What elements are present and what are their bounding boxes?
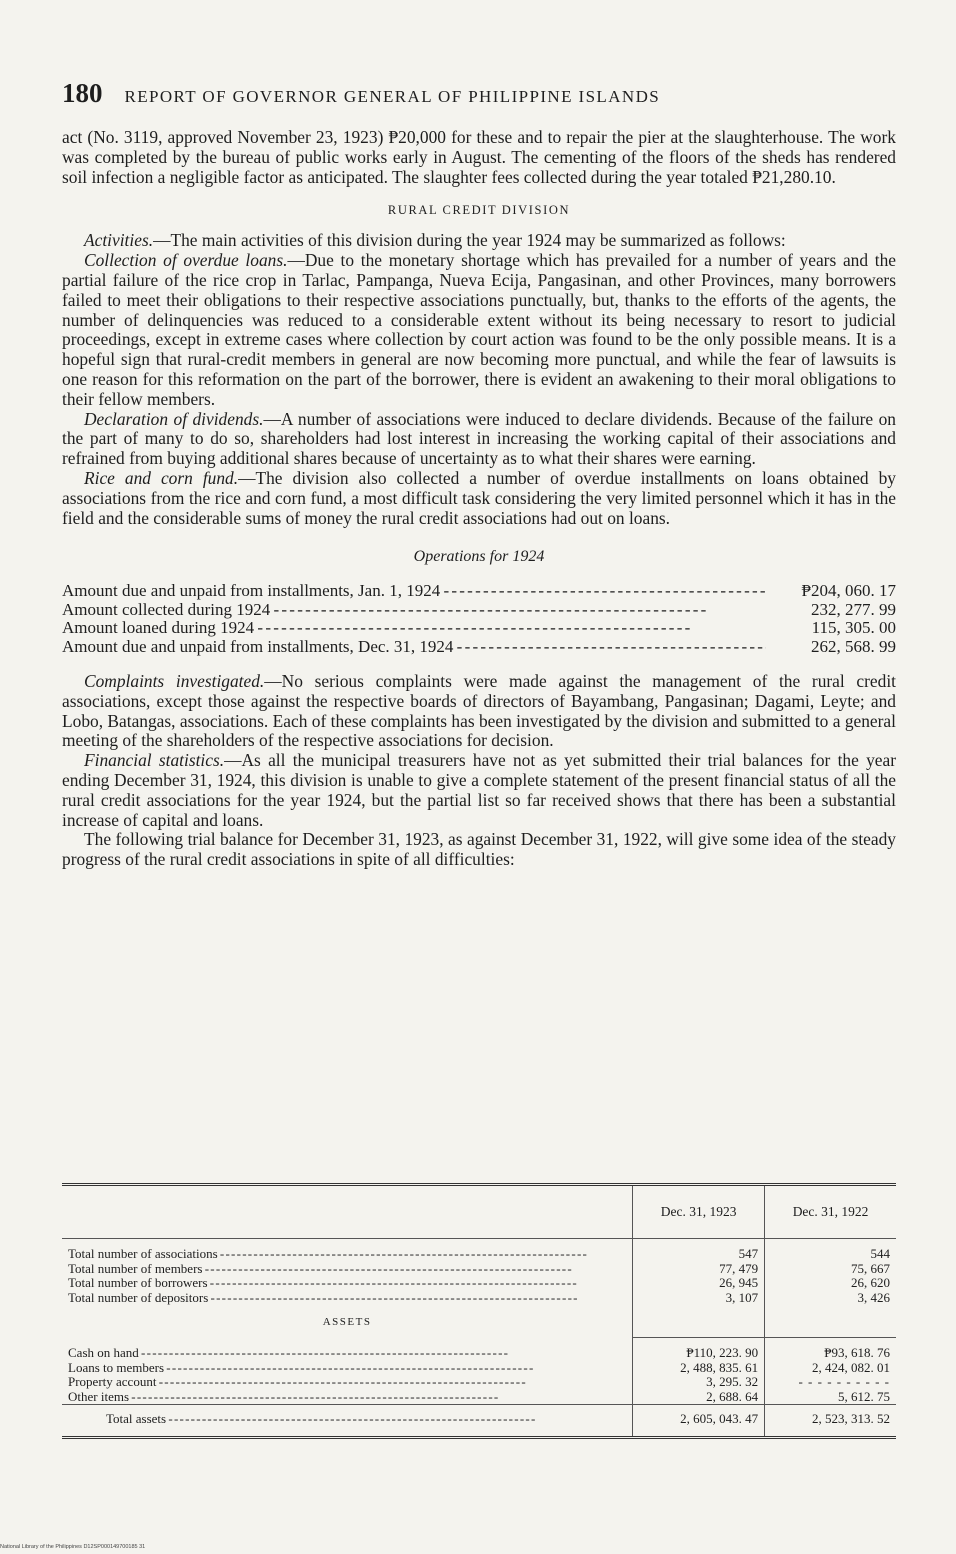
scan-footer: National Library of the Philippines D12SP000149700185 31 <box>0 1544 146 1550</box>
row-label: Total number of depositors - - - <box>62 1291 633 1306</box>
operations-value: 262, 568. 99 <box>811 636 896 656</box>
cell-value: 3, 295. 32 <box>633 1375 765 1390</box>
paragraph-lead: Activities. <box>84 230 154 251</box>
operations-label: Amount due and unpaid from installments, Jan. 1, 1924 - - - <box>62 582 766 600</box>
table-header-row <box>62 1185 896 1239</box>
table-row <box>62 1361 896 1376</box>
paragraph-activities <box>62 231 896 251</box>
operations-value: 232, 277. 99 <box>811 599 896 619</box>
cell-value: 3, 107 <box>633 1291 765 1306</box>
paragraph-complaints <box>62 672 896 751</box>
running-title: REPORT OF GOVERNOR GENERAL OF PHILIPPINE ISLANDS <box>124 87 661 106</box>
operations-title: Operations for 1924 <box>413 548 545 566</box>
cell-value: 77, 479 <box>633 1262 765 1277</box>
paragraph-financial <box>62 751 896 830</box>
section-heading: RURAL CREDIT DIVISION <box>387 203 571 218</box>
paragraph-text: —The division also collected a number of overdue installments on loans obtained by associations from the rice and corn fund, a most difficult task considering the very limited personnel which it has in the field and the considerable sums of money the rural credit associations had out on loans. <box>62 467 896 528</box>
paragraph-dividends <box>62 410 896 469</box>
operations-row <box>62 582 896 600</box>
intro-paragraph: act (No. 3119, approved November 23, 1923) ₱20,000 for these and to repair the pier at the slaughterhouse. The work was completed by the bureau of public works early in August. The cementing of the floors of the sheds has rendered soil infection a negligible factor as anticipated. The slaughter fees collected during the year totaled ₱21,280.10. <box>62 127 896 187</box>
cell-value: 544 <box>765 1247 896 1262</box>
paragraph-text: —A number of associations were induced to declare dividends. Because of the failure on the part of many to do so, shareholders had lost interest in increasing the working capital of their associations and refrained from buying additional shares because of uncertainty as to what their shares were earning. <box>62 408 896 469</box>
operations-label: Amount due and unpaid from installments, Dec. 31, 1924 - - - <box>62 638 766 656</box>
operations-value: ₱204, 060. 17 <box>801 581 896 601</box>
column-header: Dec. 31, 1923 <box>633 1185 765 1239</box>
operations-table <box>62 582 896 656</box>
operations-label: Amount loaned during 1924 - - - <box>62 619 766 637</box>
column-header: Dec. 31, 1922 <box>765 1185 896 1239</box>
paragraph-text: —No serious complaints were made against the management of the rural credit associations, except those against the respective boards of directors of Bayambang, Pangasinan; Dagami, Leyte; and Lobo, Batangas, associations. Each of these complaints has been investigated by the division and submitted to a general meeting of the shareholders of the respective associations for decision. <box>62 670 897 751</box>
cell-value: 26, 945 <box>633 1276 765 1291</box>
assets-heading-row <box>62 1305 896 1338</box>
paragraph-text: The following trial balance for December 31, 1923, as against December 31, 1922, will give some idea of the steady progress of the rural credit associations in spite of all difficulties: <box>62 829 896 870</box>
paragraph-lead: Rice and corn fund. <box>84 467 239 488</box>
row-label: Property account - - - <box>62 1375 633 1390</box>
row-label: Total number of associations - - - <box>62 1247 633 1262</box>
cell-value: 75, 667 <box>765 1262 896 1277</box>
total-value: 2, 605, 043. 47 <box>633 1405 765 1438</box>
row-label: Cash on hand - - - <box>62 1346 633 1361</box>
cell-value: - - - - - - - - - - <box>765 1375 896 1390</box>
body-text <box>62 128 896 870</box>
cell-value: 2, 488, 835. 61 <box>633 1361 765 1376</box>
paragraph-lead: Collection of overdue loans. <box>84 250 288 271</box>
row-label: Loans to members - - - <box>62 1361 633 1376</box>
paragraph-lead: Declaration of dividends. <box>84 408 264 429</box>
operations-row <box>62 638 896 656</box>
paragraph-trial-balance <box>62 830 896 870</box>
table-row <box>62 1262 896 1277</box>
operations-row <box>62 601 896 619</box>
cell-value: 2, 424, 082. 01 <box>765 1361 896 1376</box>
operations-label: Amount collected during 1924 - - - <box>62 601 766 619</box>
row-label: Other items - - - <box>62 1390 633 1405</box>
paragraph-collection <box>62 251 896 409</box>
total-value: 2, 523, 313. 52 <box>765 1405 896 1438</box>
table-row <box>62 1390 896 1405</box>
cell-value: 547 <box>633 1247 765 1262</box>
table-row <box>62 1247 896 1262</box>
paragraph-text: —As all the municipal treasurers have not as yet submitted their trial balances for the year ending December 31, 1924, this division is unable to give a complete statement of the present financial status of all the rural credit associations for the year 1924, but the partial list so far received shows that there has been a substantial increase of capital and loans. <box>62 750 896 830</box>
table-row <box>62 1276 896 1291</box>
paragraph-lead: Complaints investigated. <box>84 670 265 691</box>
table-header-blank <box>62 1185 633 1239</box>
cell-value: 5, 612. 75 <box>765 1390 896 1405</box>
cell-value: ₱110, 223. 90 <box>633 1346 765 1361</box>
page-number: 180 <box>62 78 103 108</box>
table-row <box>62 1375 896 1390</box>
cell-value: 3, 426 <box>765 1291 896 1306</box>
operations-value: 115, 305. 00 <box>811 618 896 638</box>
table-row <box>62 1291 896 1306</box>
paragraph-text: —The main activities of this division during the year 1924 may be summarized as follows: <box>153 230 786 251</box>
operations-row <box>62 619 896 637</box>
table-row <box>62 1346 896 1361</box>
paragraph-text: —Due to the monetary shortage which has prevailed for a number of years and the partial failure of the rice crop in Tarlac, Pampanga, Nueva Ecija, Pangasinan, and other Provinces, many borrowers failed to meet their obligations to their respective associations punctually, but, thanks to the efforts of the agents, the number of delinquencies was reduced to a considerable extent without its being necessary to resort to judicial proceedings, except in extreme cases where collection by court action was found to be the only possible means. It is a hopeful sign that rural-credit members in general are now becoming more punctual, and while the fear of lawsuits is one reason for this reformation on the part of the borrower, there is evident an awakening to their moral obligations to their fellow members. <box>62 250 896 409</box>
paragraph-rice-corn <box>62 469 896 528</box>
page-header <box>62 78 896 109</box>
row-label: Total number of members - - - <box>62 1262 633 1277</box>
assets-heading: ASSETS <box>322 1316 372 1328</box>
cell-value: ₱93, 618. 76 <box>765 1346 896 1361</box>
paragraph-lead: Financial statistics. <box>84 750 225 771</box>
trial-balance-table <box>62 1183 896 1439</box>
cell-value: 2, 688. 64 <box>633 1390 765 1405</box>
row-label: Total number of borrowers - - - <box>62 1276 633 1291</box>
total-label: Total assets - - - <box>62 1405 633 1438</box>
cell-value: 26, 620 <box>765 1276 896 1291</box>
total-row <box>62 1405 896 1438</box>
